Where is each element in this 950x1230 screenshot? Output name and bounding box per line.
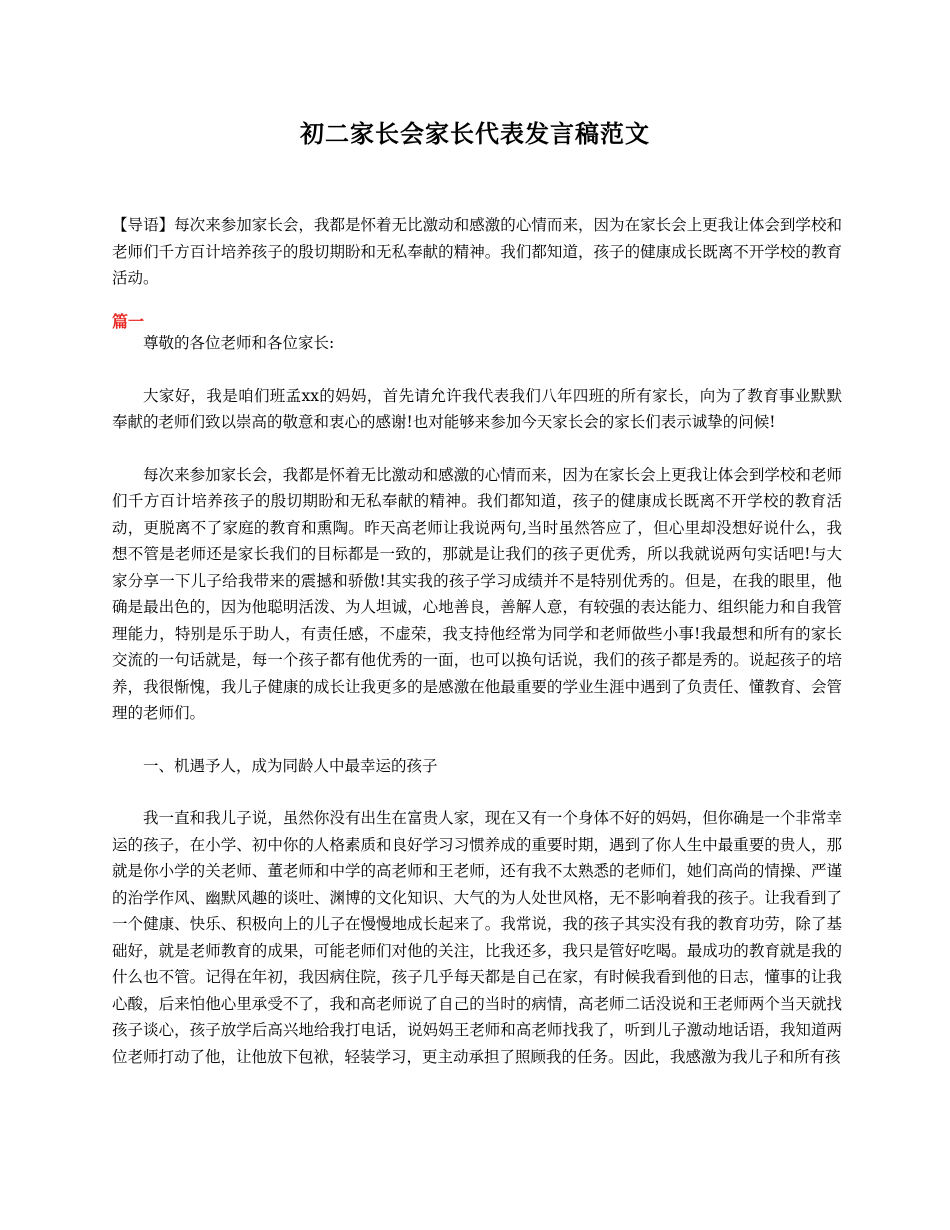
- greeting-paragraph: 大家好，我是咱们班孟xx的妈妈，首先请允许我代表我们八年四班的所有家长，向为了教育事业默默奉献的老师们致以崇高的敬意和衷心的感谢!也对能够来参加今天家长会的家长们表示诚挚的问候!: [112, 386, 842, 431]
- subheading-paragraph: 一、机遇予人，成为同龄人中最幸运的孩子: [143, 756, 438, 775]
- salutation-paragraph: 尊敬的各位老师和各位家长:: [143, 334, 335, 352]
- body-paragraph: 我一直和我儿子说，虽然你没有出生在富贵人家，现在又有一个身体不好的妈妈，但你确是一个非常幸运的孩子，在小学、初中你的人格素质和良好学习习惯养成的重要时期，遇到了你人生中最重要的贵人，那就是你小学的关老师、董老师和中学的高老师和王老师，还有我不太熟悉的老师们，她们高尚的情操、严谨的治学作风、幽默风趣的谈吐、渊博的文化知识、大气的为人处世风格，无不影响着我的孩子。让我看到了一个健康、快乐、积极向上的儿子在慢慢地成长起来了。我常说，我的孩子其实没有我的教育功劳，除了基础好，就是老师教育的成果，可能老师们对他的关注，比我还多，我只是管好吃喝。最成功的教育就是我的什么也不管。记得在年初，我因病住院，孩子几乎每天都是自己在家，有时候我看到他的日志，懂事的让我心酸，后来怕他心里承受不了，我和高老师说了自己的当时的病情，高老师二话没说和王老师两个当天就找孩子谈心，孩子放学后高兴地给我打电话，说妈妈王老师和高老师找我了，听到儿子激动地话语，我知道两位老师打动了他，让他放下包袱，轻装学习，更主动承担了照顾我的任务。因此，我感激为我儿子和所有孩: [112, 809, 842, 1066]
- intro-paragraph: 【导语】每次来参加家长会，我都是怀着无比激动和感激的心情而来，因为在家长会上更我让体会到学校和老师们千方百计培养孩子的殷切期盼和无私奉献的精神。我们都知道，孩子的健康成长既离不开学校的教育活动。: [112, 216, 842, 287]
- document-title: 初二家长会家长代表发言稿范文: [300, 119, 650, 148]
- body-paragraph: 每次来参加家长会，我都是怀着无比激动和感激的心情而来，因为在家长会上更我让体会到学校和老师们千方百计培养孩子的殷切期盼和无私奉献的精神。我们都知道，孩子的健康成长既离不开学校的教育活动，更脱离不了家庭的教育和熏陶。昨天高老师让我说两句,当时虽然答应了，但心里却没想好说什么，我想不管是老师还是家长我们的目标都是一致的，那就是让我们的孩子更优秀，所以我就说两句实话吧!与大家分享一下儿子给我带来的震撼和骄傲!其实我的孩子学习成绩并不是特别优秀的。但是，在我的眼里，他确是最出色的，因为他聪明活泼、为人坦诚，心地善良，善解人意，有较强的表达能力、组织能力和自我管理能力，特别是乐于助人，有责任感，不虚荣，我支持他经常为同学和老师做些小事!我最想和所有的家长交流的一句话就是，每一个孩子都有他优秀的一面，也可以换句话说，我们的孩子都是秀的。说起孩子的培养，我很惭愧，我儿子健康的成长让我更多的是感激在他最重要的学业生涯中遇到了负责任、懂教育、会管理的老师们。: [112, 465, 842, 722]
- document-body: [112, 330, 842, 1096]
- section-heading: 篇一: [112, 312, 145, 331]
